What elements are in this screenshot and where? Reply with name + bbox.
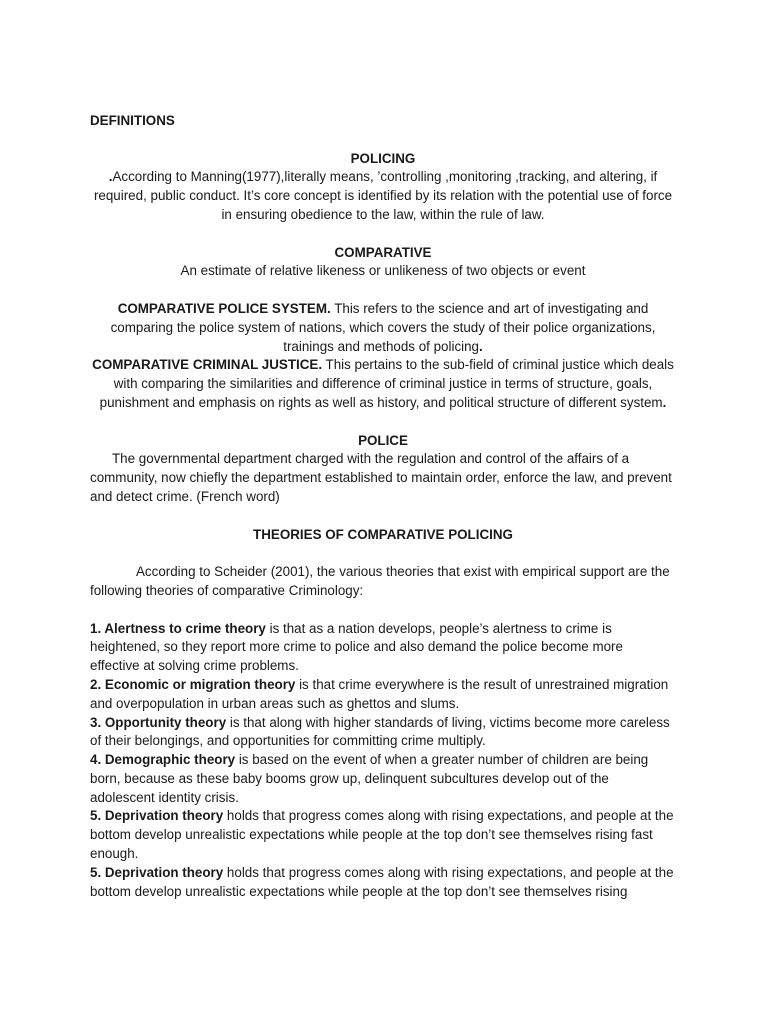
comparative-police-system-text: This refers to the science and art of investigating and comparing the police system of nations, which covers the study of their police organizations, trainings and methods of policing: [110, 300, 656, 354]
comparative-criminal-justice-end: .: [662, 394, 667, 410]
spacer: [90, 601, 676, 620]
spacer: [90, 281, 676, 300]
theories-intro: According to Scheider (2001), the various theories that exist with empirical support are the following theories of comparative Criminology:: [90, 564, 670, 598]
theory-term: 3. Opportunity theory: [90, 714, 227, 730]
theory-item-economic: [90, 676, 676, 714]
comparative-police-system-term: COMPARATIVE POLICE SYSTEM.: [117, 300, 331, 316]
theory-item-alertness: [90, 620, 676, 676]
spacer: [90, 225, 676, 244]
theory-term: 5. Deprivation theory: [90, 864, 224, 880]
comparative-criminal-justice-definition: [90, 356, 676, 412]
comparative-criminal-justice-text: This pertains to the sub-field of criminal justice which deals with comparing the similarities and difference of criminal justice in terms of structure, goals, punishment and emphasis on rights as well as history, and political structure of different system: [99, 357, 674, 410]
theory-item-opportunity: [90, 714, 676, 752]
definitions-heading: DEFINITIONS: [90, 113, 175, 128]
theory-term: 1. Alertness to crime theory: [90, 620, 266, 636]
policing-lead-mark: .: [108, 169, 113, 185]
document-page: [90, 112, 676, 901]
policing-definition-text: According to Manning(1977),literally means, ’controlling ,monitoring ,tracking, and altering, if required, public conduct. It’s core concept is identified by its relation with the potential use of force in ensuring obedience to the law, within the rule of law.: [93, 169, 673, 222]
theory-term: 4. Demographic theory: [90, 752, 236, 768]
theory-text: is based on the event of when a greater number of children are being born, because as these baby booms grow up, delinquent subcultures develop out of the adolescent identity crisis.: [90, 752, 649, 805]
police-title: POLICE: [358, 432, 408, 448]
spacer: [90, 131, 676, 150]
spacer: [90, 544, 676, 563]
theories-title: THEORIES OF COMPARATIVE POLICING: [253, 526, 513, 542]
theory-item-deprivation-repeat: [90, 864, 676, 902]
theory-text: is that along with higher standards of living, victims become more careless of their belongings, and opportunities for committing crime multiply.: [90, 714, 670, 749]
theory-text: is that crime everywhere is the result of unrestrained migration and overpopulation in urban areas such as ghettos and slums.: [90, 676, 669, 711]
spacer: [90, 507, 676, 526]
theory-text: holds that progress comes along with rising expectations, and people at the bottom develop unrealistic expectations while people at the top don’t see themselves rising: [90, 864, 674, 899]
theory-term: 2. Economic or migration theory: [90, 676, 296, 692]
comparative-police-system-definition: [90, 300, 676, 356]
theory-term: 5. Deprivation theory: [90, 808, 224, 824]
comparative-definition: An estimate of relative likeness or unlikeness of two objects or event: [180, 263, 586, 279]
theory-item-deprivation: [90, 807, 676, 863]
comparative-police-system-end: .: [479, 338, 483, 354]
policing-title: POLICING: [350, 150, 416, 166]
theory-item-demographic: [90, 751, 676, 807]
theory-text: holds that progress comes along with rising expectations, and people at the bottom develop unrealistic expectations while people at the top don’t see themselves rising fast enough.: [90, 808, 674, 862]
comparative-criminal-justice-term: COMPARATIVE CRIMINAL JUSTICE.: [92, 357, 323, 373]
police-definition: The governmental department charged with the regulation and control of the affairs of a community, now chiefly the department established to maintain order, enforce the law, and prevent and detect crime. (French word): [90, 451, 672, 504]
policing-definition: [90, 168, 676, 224]
theory-text: is that as a nation develops, people’s alertness to crime is heightened, so they report more crime to police and also demand the police become more effective at solving crime problems.: [90, 620, 623, 674]
comparative-title: COMPARATIVE: [334, 244, 432, 260]
spacer: [90, 413, 676, 432]
